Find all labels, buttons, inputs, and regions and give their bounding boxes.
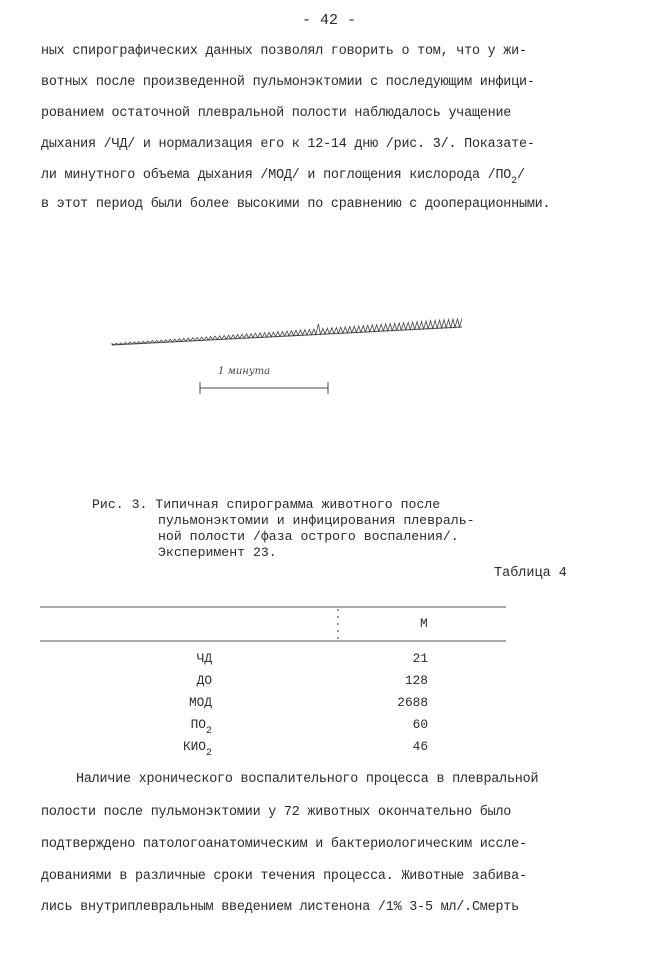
table-row-label: $КИО_2$ bbox=[182, 739, 212, 759]
table-row-label: ДО bbox=[196, 673, 212, 688]
paragraph2-line-4: дованиями в различные сроки течения процесса. Животные забива- bbox=[41, 869, 527, 884]
figure-caption-line-1: Рис. 3. Типичная спирограмма животного после bbox=[92, 497, 441, 512]
table-row-label: ЧД bbox=[196, 651, 212, 666]
table-row-label: $ПО_2$ bbox=[190, 717, 212, 737]
figure-caption-line-3: ной полости /фаза острого воспаления/. bbox=[158, 529, 459, 544]
page-number: - 42 - bbox=[301, 12, 356, 29]
paragraph1-line-4: дыхания /ЧД/ и нормализация его к 12-14 дню /рис. 3/. Показате- bbox=[41, 137, 535, 152]
paragraph1-line-5-text: ли минутного объема дыхания /МОД/ и поглощения кислорода /ПО bbox=[41, 168, 512, 183]
paragraph1-line-2: вотных после произведенной пульмонэктомии с последующим инфици- bbox=[41, 75, 535, 90]
paragraph2-line-1: Наличие хронического воспалительного процесса в плевральной bbox=[76, 772, 539, 787]
table-row-value: 128 bbox=[404, 673, 428, 688]
paragraph2-line-2: полости после пульмонэктомии у 72 животных окончательно было bbox=[41, 805, 512, 820]
table-column-header: М bbox=[420, 616, 428, 631]
table-title: Таблица 4 bbox=[494, 566, 567, 581]
table-row-label: МОД bbox=[188, 695, 212, 710]
paragraph1-line-3: рованием остаточной плевральной полости наблюдалось учащение bbox=[41, 106, 512, 121]
paragraph1-line-1: ных спирографических данных позволял говорить о том, что у жи- bbox=[41, 44, 527, 59]
paragraph2-line-3: подтверждено патологоанатомическим и бактериологическим иссле- bbox=[41, 837, 527, 852]
spirogram-trace bbox=[112, 319, 462, 346]
table-row-value: 21 bbox=[412, 651, 428, 666]
table-row-value: 46 bbox=[412, 739, 428, 754]
oxygen-subscript: 2 bbox=[511, 176, 517, 187]
figure-caption-line-4: Эксперимент 23. bbox=[158, 545, 277, 560]
paragraph1-line-6: в этот период были более высокими по сравнению с дооперационными. bbox=[41, 197, 551, 212]
spirogram-figure bbox=[100, 300, 480, 410]
paragraph1-line-5-tail: / bbox=[516, 168, 525, 183]
table-row-value: 2688 bbox=[397, 695, 428, 710]
paragraph1-line-5 bbox=[41, 168, 525, 187]
table-row-value: 60 bbox=[412, 717, 428, 732]
paragraph2-line-5: лись внутриплевральным введением листенона /1% 3-5 мл/.Смерть bbox=[41, 900, 519, 915]
spirogram-baseline bbox=[112, 327, 462, 345]
figure-caption-line-2: пульмонэктомии и инфицирования плевраль- bbox=[158, 513, 475, 528]
scale-bar-label: 1 минута bbox=[218, 366, 271, 377]
